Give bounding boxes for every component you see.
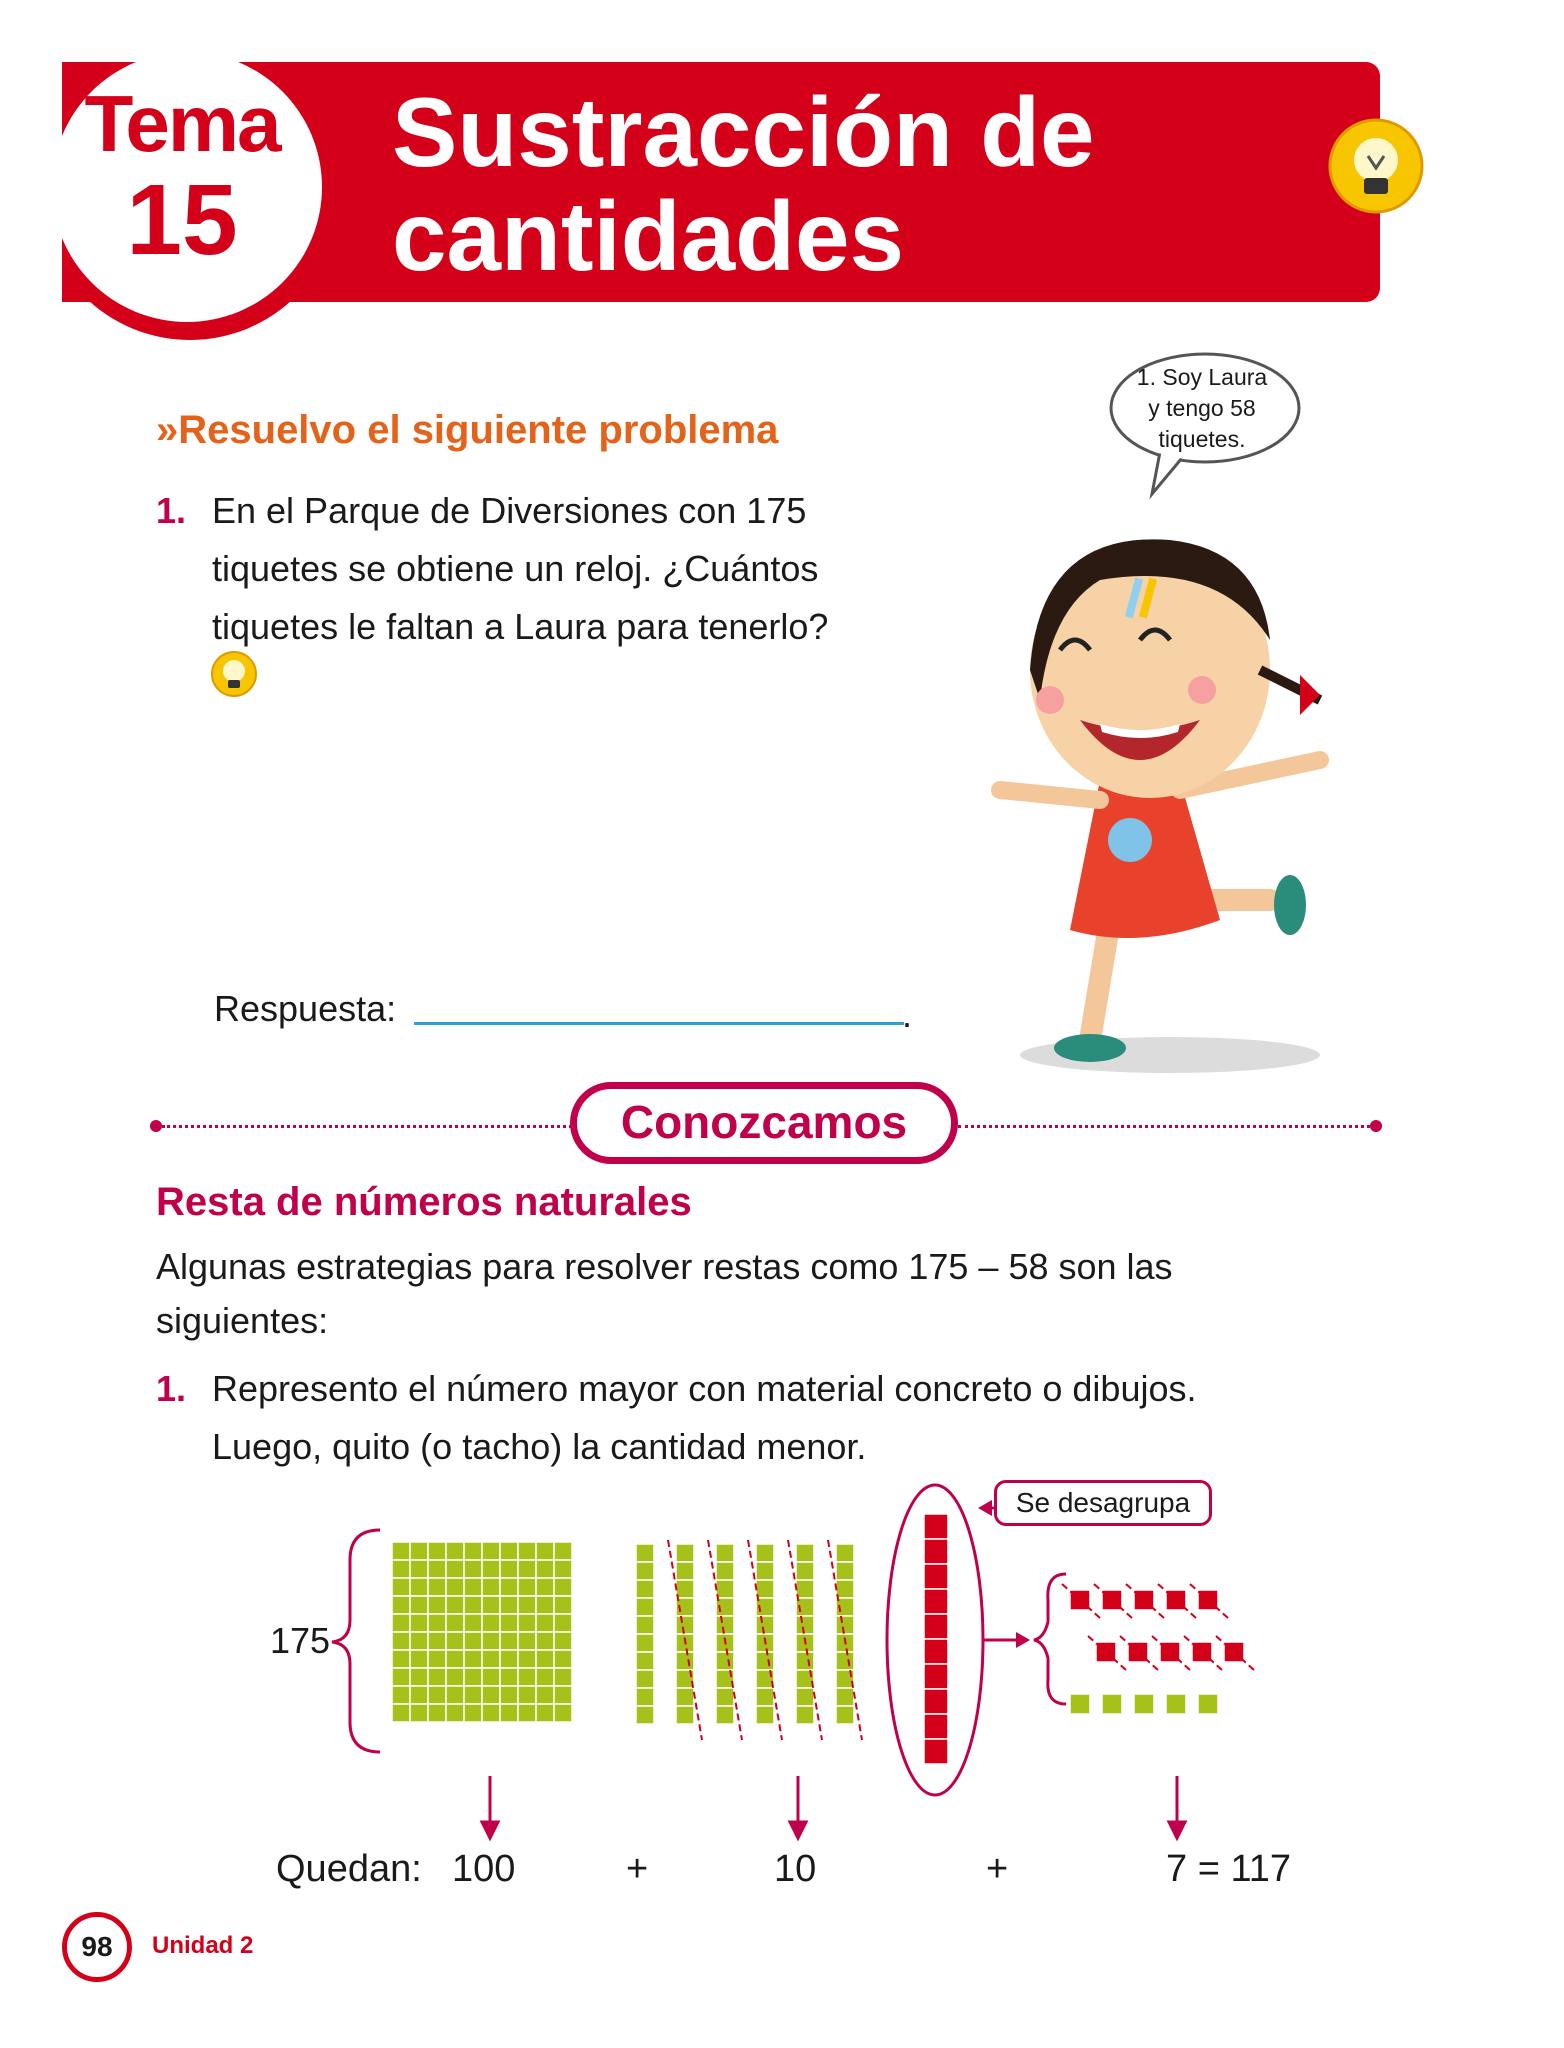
hundred-cube bbox=[518, 1578, 536, 1596]
section-title: Resuelvo el siguiente problema bbox=[178, 408, 779, 452]
cross-out-line bbox=[1190, 1584, 1228, 1618]
hundred-cube bbox=[392, 1542, 410, 1560]
hundred-cube bbox=[392, 1650, 410, 1668]
bubble-line-2: y tengo 58 bbox=[1148, 395, 1256, 421]
hundred-cube bbox=[446, 1560, 464, 1578]
divider-dot-left bbox=[150, 1120, 162, 1132]
ten-rod-cube bbox=[796, 1580, 814, 1598]
hundred-cube bbox=[428, 1650, 446, 1668]
hundred-cube bbox=[554, 1560, 572, 1578]
ten-rod-cube bbox=[716, 1616, 734, 1634]
arrow-to-rod bbox=[978, 1500, 992, 1516]
hundred-cube bbox=[410, 1668, 428, 1686]
ten-rod-cube bbox=[756, 1580, 774, 1598]
red-rod-cube bbox=[924, 1739, 948, 1764]
tema-mask-left bbox=[0, 0, 62, 340]
section-heading bbox=[156, 408, 778, 453]
ten-rod-cube bbox=[796, 1688, 814, 1706]
ten-rod-cube bbox=[676, 1706, 694, 1724]
hundred-cube bbox=[554, 1542, 572, 1560]
unit-cube bbox=[1070, 1590, 1090, 1610]
hundred-cube bbox=[392, 1578, 410, 1596]
hundred-cube bbox=[500, 1578, 518, 1596]
hundred-cube bbox=[554, 1668, 572, 1686]
ten-rod-cube bbox=[676, 1544, 694, 1562]
intro-line-2: siguientes: bbox=[156, 1300, 329, 1341]
unit-cube bbox=[1160, 1642, 1180, 1662]
ten-rod-cube bbox=[716, 1706, 734, 1724]
ten-rod-cube bbox=[716, 1598, 734, 1616]
red-rod-cube bbox=[924, 1514, 948, 1539]
title-line-1: Sustracción de bbox=[392, 77, 1095, 187]
ten-rod-cube bbox=[636, 1706, 654, 1724]
ten-rod-cube bbox=[796, 1616, 814, 1634]
unit-cube bbox=[1192, 1642, 1212, 1662]
hundred-cube bbox=[554, 1596, 572, 1614]
hundred-cube bbox=[518, 1560, 536, 1578]
hundred-cube bbox=[428, 1668, 446, 1686]
cross-out-line bbox=[748, 1540, 782, 1740]
brace-175 bbox=[332, 1530, 380, 1752]
hundred-cube bbox=[500, 1560, 518, 1578]
hundred-cube bbox=[554, 1650, 572, 1668]
hundred-cube bbox=[482, 1668, 500, 1686]
subsection-title: Resta de números naturales bbox=[156, 1180, 692, 1224]
divider-dot-right bbox=[1370, 1120, 1382, 1132]
hundred-cube bbox=[500, 1686, 518, 1704]
hundred-cube bbox=[392, 1614, 410, 1632]
ten-rod-cube bbox=[756, 1616, 774, 1634]
ten-rod-cube bbox=[796, 1670, 814, 1688]
hundred-cube bbox=[482, 1632, 500, 1650]
hundred-cube bbox=[500, 1668, 518, 1686]
regroup-ellipse bbox=[887, 1485, 983, 1795]
plus-sign-2: + bbox=[986, 1848, 1009, 1890]
hundred-cube bbox=[410, 1542, 428, 1560]
unit-cube bbox=[1128, 1642, 1148, 1662]
ten-rod-cube bbox=[676, 1688, 694, 1706]
hundred-cube bbox=[500, 1650, 518, 1668]
answer-period: . bbox=[902, 994, 913, 1035]
hundred-cube bbox=[428, 1632, 446, 1650]
ten-rod-cube bbox=[836, 1598, 854, 1616]
red-rod-cube bbox=[924, 1589, 948, 1614]
unit-cube bbox=[1198, 1694, 1218, 1714]
unit-cube bbox=[1134, 1694, 1154, 1714]
hundred-cube bbox=[428, 1578, 446, 1596]
hundred-cube bbox=[446, 1632, 464, 1650]
ten-rod-cube bbox=[756, 1670, 774, 1688]
cross-out-line bbox=[668, 1540, 702, 1740]
hundred-cube bbox=[446, 1614, 464, 1632]
tema-number: 15 bbox=[126, 164, 238, 276]
cross-out-line bbox=[1062, 1584, 1100, 1618]
hundred-cube bbox=[410, 1596, 428, 1614]
ten-rod-cube bbox=[676, 1652, 694, 1670]
ten-rod-cube bbox=[636, 1562, 654, 1580]
ten-rod-cube bbox=[796, 1706, 814, 1724]
hundred-cube bbox=[446, 1668, 464, 1686]
hundred-cube bbox=[518, 1542, 536, 1560]
hundred-cube bbox=[536, 1542, 554, 1560]
ten-rod-cube bbox=[756, 1688, 774, 1706]
cross-out-line bbox=[1216, 1636, 1254, 1670]
hundred-cube bbox=[392, 1596, 410, 1614]
ten-rod-cube bbox=[676, 1634, 694, 1652]
hundreds-value: 100 bbox=[452, 1848, 516, 1890]
tema-label: Tema bbox=[84, 79, 280, 168]
red-rod-cube bbox=[924, 1539, 948, 1564]
ten-rod-cube bbox=[676, 1616, 694, 1634]
hundred-cube bbox=[464, 1632, 482, 1650]
hundred-cube bbox=[446, 1578, 464, 1596]
hundred-cube bbox=[392, 1632, 410, 1650]
problem-line-1: En el Parque de Diversiones con 175 bbox=[212, 490, 807, 531]
down-arrows bbox=[482, 1776, 1185, 1838]
hundred-cube bbox=[392, 1686, 410, 1704]
hundred-cube bbox=[536, 1596, 554, 1614]
ten-rod-cube bbox=[796, 1544, 814, 1562]
ten-rod-cube bbox=[756, 1562, 774, 1580]
problem-number: 1. bbox=[156, 490, 187, 531]
hundred-cube bbox=[446, 1542, 464, 1560]
hundred-cube bbox=[518, 1650, 536, 1668]
lightbulb-small-icon bbox=[210, 650, 258, 698]
ten-rod-cube bbox=[676, 1562, 694, 1580]
hundred-cube bbox=[482, 1596, 500, 1614]
cross-out-line bbox=[1094, 1584, 1132, 1618]
hundred-cube bbox=[428, 1704, 446, 1722]
quedan-label: Quedan: bbox=[276, 1848, 422, 1890]
red-rod-cube bbox=[924, 1714, 948, 1739]
cross-out-line bbox=[1126, 1584, 1164, 1618]
ten-rod-cube bbox=[636, 1688, 654, 1706]
ten-rod-cube bbox=[636, 1580, 654, 1598]
cross-out-line bbox=[1184, 1636, 1222, 1670]
hundred-cube bbox=[482, 1650, 500, 1668]
page-number: 98 bbox=[62, 1912, 132, 1982]
ten-rod-cube bbox=[836, 1652, 854, 1670]
hundred-cube bbox=[428, 1596, 446, 1614]
hundred-cube bbox=[536, 1686, 554, 1704]
hundred-cube bbox=[428, 1542, 446, 1560]
hundred-cube bbox=[536, 1668, 554, 1686]
unit-cube bbox=[1134, 1590, 1154, 1610]
hundred-cube bbox=[464, 1668, 482, 1686]
ten-rod-cube bbox=[836, 1634, 854, 1652]
ten-rod-cube bbox=[836, 1688, 854, 1706]
unit-cubes bbox=[1062, 1584, 1254, 1714]
ten-rod-cube bbox=[756, 1598, 774, 1616]
cross-out-line bbox=[1120, 1636, 1158, 1670]
hundred-cube bbox=[500, 1704, 518, 1722]
hundred-cube bbox=[500, 1542, 518, 1560]
hundred-cube bbox=[446, 1686, 464, 1704]
hundred-block bbox=[392, 1542, 572, 1722]
hundred-cube bbox=[536, 1650, 554, 1668]
red-rod-cube bbox=[924, 1664, 948, 1689]
hundred-cube bbox=[410, 1614, 428, 1632]
hundred-cube bbox=[446, 1596, 464, 1614]
hundred-cube bbox=[464, 1596, 482, 1614]
hundred-cube bbox=[518, 1704, 536, 1722]
brace-units bbox=[1034, 1574, 1066, 1704]
ten-rod-cube bbox=[716, 1544, 734, 1562]
ten-rod-cube bbox=[636, 1544, 654, 1562]
hundred-cube bbox=[536, 1578, 554, 1596]
problem-text bbox=[156, 482, 828, 656]
red-ten-rod bbox=[924, 1514, 948, 1764]
hundred-cube bbox=[518, 1686, 536, 1704]
hundred-cube bbox=[446, 1650, 464, 1668]
hundred-cube bbox=[392, 1668, 410, 1686]
hundred-cube bbox=[482, 1578, 500, 1596]
hundred-cube bbox=[518, 1596, 536, 1614]
hundred-cube bbox=[518, 1668, 536, 1686]
hundred-cube bbox=[518, 1614, 536, 1632]
problem-line-3: tiquetes le faltan a Laura para tenerlo? bbox=[212, 606, 829, 647]
hundred-cube bbox=[410, 1578, 428, 1596]
intro-text bbox=[156, 1240, 1336, 1348]
hundred-cube bbox=[464, 1686, 482, 1704]
hundred-cube bbox=[428, 1560, 446, 1578]
ten-rod-cube bbox=[836, 1706, 854, 1724]
hundred-cube bbox=[536, 1632, 554, 1650]
hundred-cube bbox=[464, 1560, 482, 1578]
ten-rod-cube bbox=[636, 1598, 654, 1616]
ten-rods bbox=[636, 1540, 862, 1740]
ten-rod-cube bbox=[636, 1616, 654, 1634]
divider-line-right bbox=[958, 1125, 1370, 1128]
hundred-cube bbox=[464, 1614, 482, 1632]
cross-out-line bbox=[1152, 1636, 1190, 1670]
hundred-cube bbox=[482, 1686, 500, 1704]
answer-field[interactable] bbox=[414, 1022, 904, 1025]
intro-line-1: Algunas estrategias para resolver restas como 175 – 58 son las bbox=[156, 1246, 1173, 1287]
regroup-label: Se desagrupa bbox=[994, 1480, 1212, 1526]
ten-rod-cube bbox=[756, 1652, 774, 1670]
ten-rod-cube bbox=[676, 1670, 694, 1688]
ten-rod-cube bbox=[716, 1634, 734, 1652]
hundred-cube bbox=[554, 1614, 572, 1632]
hundred-cube bbox=[464, 1542, 482, 1560]
ten-rod-cube bbox=[676, 1598, 694, 1616]
result-value: 7 = 117 bbox=[1166, 1848, 1292, 1890]
hundred-cube bbox=[554, 1704, 572, 1722]
hundred-cube bbox=[554, 1632, 572, 1650]
hundred-cube bbox=[536, 1614, 554, 1632]
hundred-cube bbox=[464, 1578, 482, 1596]
page-title bbox=[392, 77, 1095, 291]
bubble-line-1: 1. Soy Laura bbox=[1136, 364, 1268, 390]
hundred-cube bbox=[536, 1560, 554, 1578]
ten-rod-cube bbox=[716, 1670, 734, 1688]
lightbulb-icon bbox=[1328, 118, 1424, 214]
unit-cube bbox=[1096, 1642, 1116, 1662]
hundred-cube bbox=[536, 1704, 554, 1722]
cross-out-line bbox=[788, 1540, 822, 1740]
ten-rod-cube bbox=[796, 1562, 814, 1580]
hundred-cube bbox=[482, 1560, 500, 1578]
ten-rod-cube bbox=[796, 1652, 814, 1670]
hundred-cube bbox=[518, 1632, 536, 1650]
cross-out-line bbox=[708, 1540, 742, 1740]
bubble-line-3: tiquetes. bbox=[1158, 426, 1246, 452]
ten-rod-cube bbox=[716, 1580, 734, 1598]
tens-value: 10 bbox=[774, 1848, 817, 1890]
ten-rod-cube bbox=[636, 1652, 654, 1670]
ten-rod-cube bbox=[836, 1670, 854, 1688]
answer-label: Respuesta: bbox=[214, 988, 397, 1029]
plus-sign-1: + bbox=[626, 1848, 649, 1890]
hundred-cube bbox=[392, 1704, 410, 1722]
cross-out-line bbox=[828, 1540, 862, 1740]
hundred-cube bbox=[410, 1632, 428, 1650]
step-text bbox=[156, 1360, 1197, 1476]
red-rod-cube bbox=[924, 1564, 948, 1589]
ten-rod-cube bbox=[716, 1688, 734, 1706]
ten-rod-cube bbox=[636, 1634, 654, 1652]
arrow-to-units bbox=[1016, 1632, 1030, 1648]
ten-rod-cube bbox=[716, 1562, 734, 1580]
ten-rod-cube bbox=[836, 1580, 854, 1598]
hundred-cube bbox=[428, 1686, 446, 1704]
ten-rod-cube bbox=[796, 1634, 814, 1652]
step-line-2: Luego, quito (o tacho) la cantidad menor. bbox=[212, 1426, 867, 1467]
total-label: 175 bbox=[270, 1620, 331, 1661]
hundred-cube bbox=[554, 1686, 572, 1704]
ten-rod-cube bbox=[636, 1670, 654, 1688]
hundred-cube bbox=[464, 1704, 482, 1722]
ten-rod-cube bbox=[716, 1652, 734, 1670]
ten-rod-cube bbox=[756, 1706, 774, 1724]
ten-rod-cube bbox=[676, 1580, 694, 1598]
hundred-cube bbox=[500, 1596, 518, 1614]
ten-rod-cube bbox=[836, 1616, 854, 1634]
red-rod-cube bbox=[924, 1614, 948, 1639]
hundred-cube bbox=[464, 1650, 482, 1668]
step-line-1: Represento el número mayor con material concreto o dibujos. bbox=[212, 1368, 1197, 1409]
unit-cube bbox=[1224, 1642, 1244, 1662]
ten-rod-cube bbox=[756, 1634, 774, 1652]
tema-mask-top bbox=[0, 0, 420, 62]
hundred-cube bbox=[482, 1542, 500, 1560]
speech-bubble-text bbox=[1122, 362, 1282, 455]
unit-cube bbox=[1102, 1590, 1122, 1610]
cross-out-line bbox=[1088, 1636, 1126, 1670]
hundred-cube bbox=[428, 1614, 446, 1632]
unit-cube bbox=[1102, 1694, 1122, 1714]
unit-cube bbox=[1166, 1590, 1186, 1610]
hundred-cube bbox=[500, 1632, 518, 1650]
unit-cube bbox=[1070, 1694, 1090, 1714]
ten-rod-cube bbox=[796, 1598, 814, 1616]
cross-out-line bbox=[1158, 1584, 1196, 1618]
step-number: 1. bbox=[156, 1368, 187, 1409]
hundred-cube bbox=[554, 1578, 572, 1596]
red-rod-cube bbox=[924, 1639, 948, 1664]
problem-line-2: tiquetes se obtiene un reloj. ¿Cuántos bbox=[212, 548, 819, 589]
ten-rod-cube bbox=[836, 1562, 854, 1580]
hundred-cube bbox=[410, 1704, 428, 1722]
hundred-cube bbox=[410, 1686, 428, 1704]
hundred-cube bbox=[482, 1704, 500, 1722]
unit-label: Unidad 2 bbox=[152, 1932, 254, 1959]
hundred-cube bbox=[500, 1614, 518, 1632]
unit-cube bbox=[1166, 1694, 1186, 1714]
title-line-2: cantidades bbox=[392, 181, 904, 291]
hundred-cube bbox=[410, 1650, 428, 1668]
unit-cube bbox=[1198, 1590, 1218, 1610]
hundred-cube bbox=[410, 1560, 428, 1578]
hundred-cube bbox=[482, 1614, 500, 1632]
conozcamos-badge: Conozcamos bbox=[570, 1082, 958, 1164]
hundred-cube bbox=[446, 1704, 464, 1722]
red-rod-cube bbox=[924, 1689, 948, 1714]
ten-rod-cube bbox=[756, 1544, 774, 1562]
ten-rod-cube bbox=[836, 1544, 854, 1562]
divider-line-left bbox=[162, 1125, 572, 1128]
section-marker: » bbox=[156, 408, 179, 452]
girl-illustration bbox=[940, 500, 1380, 1080]
hundred-cube bbox=[392, 1560, 410, 1578]
